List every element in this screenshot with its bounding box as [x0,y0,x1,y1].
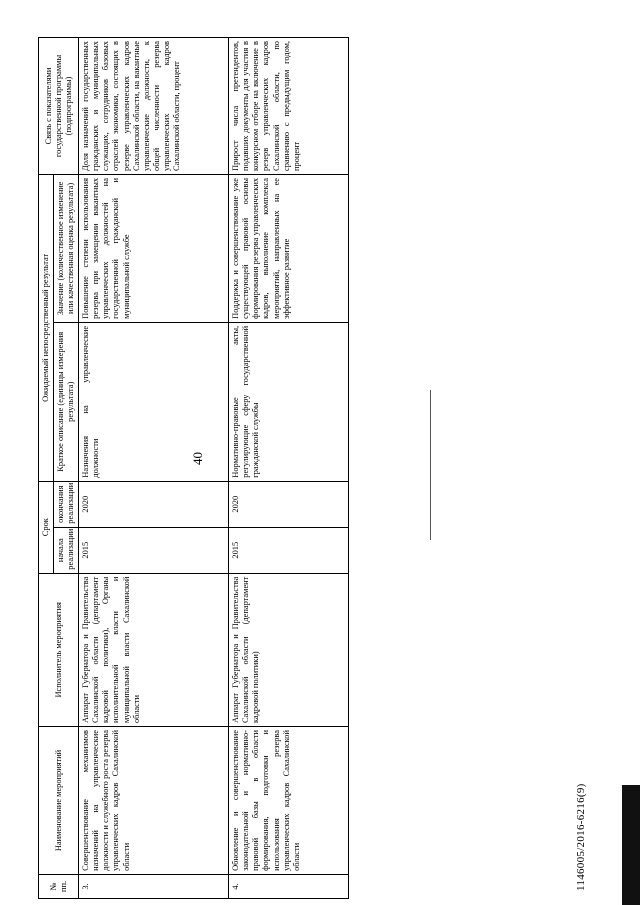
scan-edge-mark [622,785,640,905]
row-link: Прирост числа претендентов, подавших документы для участия в конкурсном отборе на включение в резерв управленческих кадров Сахалинской области, по сравнению с предыдущим годом, процент [229,38,349,175]
row-start: 2015 [229,527,349,573]
header-term-start: начала реализации [54,527,79,573]
table-header-row [39,38,54,899]
row-name: Обновление и совершенствование законодательной и нормативно-правовой базы в области формирования, подготовки и использования резерва управленческих кадров Сахалинской области [229,727,349,875]
table-row [229,38,349,899]
header-name: Наименование мероприятий [39,727,79,875]
header-link: Связь с показателями государственной программы (подпрограммы) [39,38,79,175]
header-term: Срок [39,481,54,573]
header-brief: Краткое описание (единицы измерения результата) [54,322,79,481]
row-brief: Назначения на управленческие должности [79,322,229,481]
header-num: № пп. [39,874,79,898]
row-name: Совершенствование механизмов назначений на управленческие должности и служебного роста резерва управленческих кадров Сахалинской области [79,727,229,875]
header-executor: Исполнитель мероприятия [39,573,79,726]
row-brief: Нормативно-правовые акты, регулирующие сферу государственной гражданской службы [229,322,349,481]
row-end: 2020 [229,481,349,527]
table-row [79,38,229,899]
row-value: Поддержка и совершенствование уже существующей правовой основы формирования резерва управленческих кадров, выполнение комплекса мероприятий, направленных на ее эффективное развитие [229,174,349,322]
page-number: 40 [190,452,205,465]
scan-line-mark [430,390,431,540]
row-num: 4. [229,874,349,898]
row-num: 3. [79,874,229,898]
document-code: 1146005/2016-6216(9) [575,783,587,891]
row-end: 2020 [79,481,229,527]
header-expected: Ожидаемый непосредственный результат [39,174,54,481]
row-start: 2015 [79,527,229,573]
row-executor: Аппарат Губернатора и Правительства Сахалинской области (департамент кадровой политики), Органы исполнительной власти и муниципальной власти Сахалинской области [79,573,229,726]
row-value: Повышение степени использования резерва при замещении вакантных управленческих должностей на государственной гражданской и муниципальной службе [79,174,229,322]
measures-table [38,37,349,899]
header-value: Значение (количественное изменение или качественная оценка результата) [54,174,79,322]
row-executor: Аппарат Губернатора и Правительства Сахалинской области (департамент кадровой политики) [229,573,349,726]
header-term-end: окончания реализации [54,481,79,527]
row-link: Доля назначений государственных гражданских и муниципальных служащих, сотрудников базовых отраслей экономики, состоящих в резерве управленческих кадров Сахалинской области, на вакантные управленческие должности, к общей численности резерва управленческих кадров Сахалинской области, процент [79,38,229,175]
